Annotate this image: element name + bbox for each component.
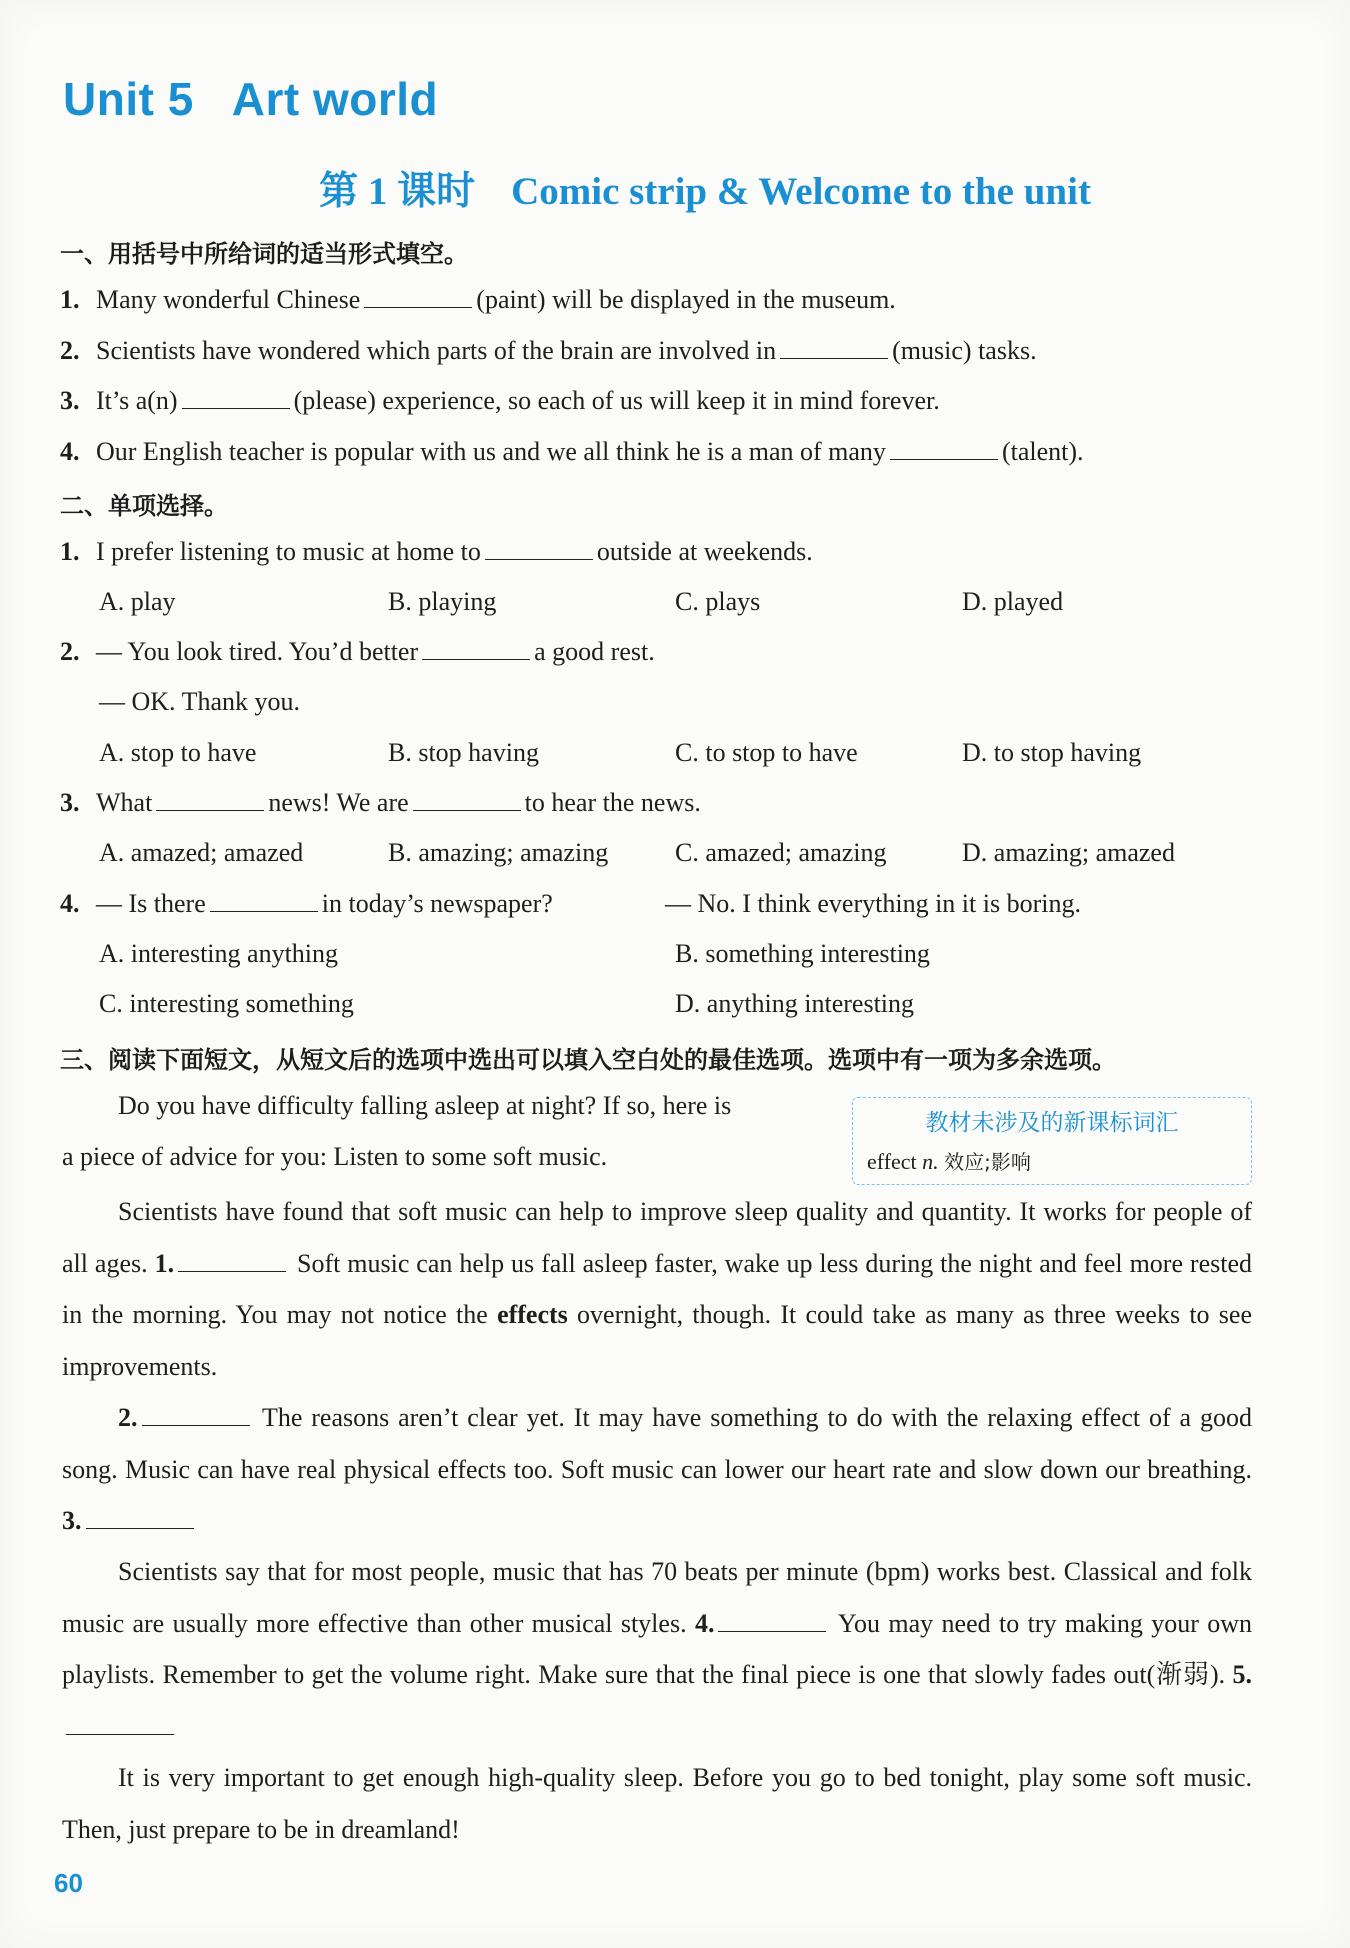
lesson-title [0,160,1350,216]
option-b[interactable]: B. playing [388,587,497,616]
unit-label: Unit 5 [63,73,194,125]
answer-blank[interactable] [780,336,888,359]
option-c[interactable]: C. plays [675,587,761,616]
lesson-number: 第 1 课时 [319,170,476,213]
option-c[interactable]: C. interesting something [99,989,354,1018]
passage-blank-4[interactable] [718,1609,826,1632]
option-a[interactable]: A. amazed; amazed [99,838,304,867]
passage-p1-line2: a piece of advice for you: Listen to some soft music. [62,1142,608,1171]
option-c[interactable]: C. to stop to have [675,738,858,767]
unit-name: Art world [231,73,439,125]
mc-question-4-reply: — No. I think everything in it is boring. [665,889,1081,918]
passage-p2: Scientists have found that soft music can help to improve sleep quality and quantity. It works for people of all ages. 1. Soft music can help us fall asleep faster, wake up less during the night and feel more rested in the morning. You may not notice the effects overnight, though. It could take as many as three weeks to see improvements. [62,1197,1253,1381]
section2-heading: 二、单项选择。 [60,492,228,520]
section3-heading: 三、阅读下面短文，从短文后的选项中选出可以填入空白处的最佳选项。选项中有一项为多余选项。 [60,1046,1116,1074]
answer-blank[interactable] [364,285,472,308]
lesson-name: Comic strip & Welcome to the unit [511,170,1091,213]
option-d[interactable]: D. amazing; amazed [962,838,1175,867]
option-a[interactable]: A. stop to have [99,738,257,767]
passage-blank-2[interactable] [142,1403,250,1426]
fill-item-2: 2. Scientists have wondered which parts of the brain are involved in (music) tasks. [60,336,1037,365]
passage-blank-1[interactable] [178,1249,286,1272]
passage-blank-3[interactable] [86,1506,194,1529]
vocab-title: 教材未涉及的新课标词汇 [925,1110,1179,1136]
vocab-entry: effect n. 效应;影响 [867,1149,1031,1174]
vocab-box [852,1097,1252,1185]
option-c[interactable]: C. amazed; amazing [675,838,887,867]
answer-blank[interactable] [210,889,318,912]
answer-blank[interactable] [890,437,998,460]
mc-question-2: 2. — You look tired. You’d better a good rest. [60,637,655,666]
passage-p3: 2. The reasons aren’t clear yet. It may have something to do with the relaxing effect of a good song. Music can have real physical effects too. Soft music can lower our heart rate and slow down our breathing. 3. [62,1403,1252,1535]
fill-item-1: 1. Many wonderful Chinese (paint) will be displayed in the museum. [60,285,896,314]
answer-blank[interactable] [413,788,521,811]
option-d[interactable]: D. to stop having [962,738,1142,767]
option-b[interactable]: B. stop having [388,738,539,767]
option-d[interactable]: D. played [962,587,1064,616]
option-b[interactable]: B. amazing; amazing [388,838,609,867]
mc-question-1: 1. I prefer listening to music at home to outside at weekends. [60,537,813,566]
unit-title [63,72,438,126]
section1-heading: 一、用括号中所给词的适当形式填空。 [60,240,468,268]
option-b[interactable]: B. something interesting [675,939,930,968]
mc-question-2-reply: — OK. Thank you. [99,687,301,716]
answer-blank[interactable] [422,637,530,660]
passage-p1-line1: Do you have difficulty falling asleep at night? If so, here is [118,1091,732,1120]
option-d[interactable]: D. anything interesting [675,989,915,1018]
passage-p5: It is very important to get enough high-quality sleep. Before you go to bed tonight, play some soft music. Then, just prepare to be in dreamland! [62,1763,1252,1844]
page-number: 60 [54,1868,83,1898]
option-a[interactable]: A. interesting anything [99,939,339,968]
fill-item-3: 3. It’s a(n) (please) experience, so each of us will keep it in mind forever. [60,386,940,415]
answer-blank[interactable] [485,537,593,560]
fill-item-4: 4. Our English teacher is popular with us and we all think he is a man of many (talent). [60,437,1084,466]
mc-question-4: 4. — Is there in today’s newspaper? [60,889,553,918]
answer-blank[interactable] [156,788,264,811]
passage-blank-5[interactable] [66,1712,174,1735]
mc-question-3: 3. What news! We are to hear the news. [60,788,701,817]
option-a[interactable]: A. play [99,587,176,616]
passage-p4: Scientists say that for most people, music that has 70 beats per minute (bpm) works best. Classical and folk music are usually more effective than other musical styles. 4. You may need to try making your own playlists. Remember to get the volume right. Make sure that the final piece is one that slowly fades out(渐弱). 5. [62,1546,1252,1752]
answer-blank[interactable] [182,386,290,409]
